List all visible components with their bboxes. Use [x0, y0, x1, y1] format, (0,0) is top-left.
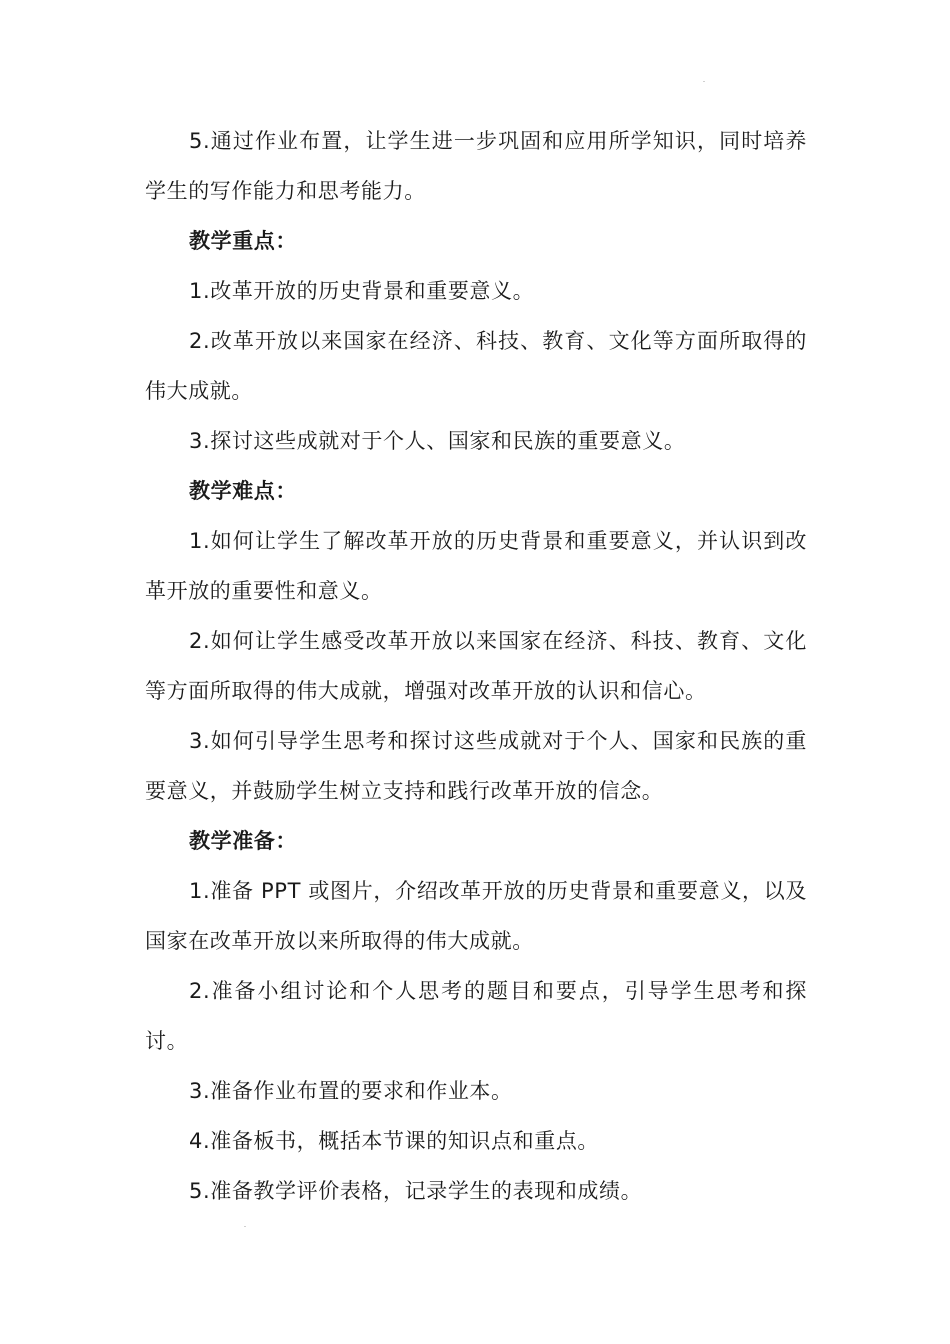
scan-mark [703, 81, 705, 82]
heading-key-points: 教学重点： [189, 229, 297, 253]
heading-preparation: 教学准备： [189, 829, 297, 853]
preparation-item: 3.准备作业布置的要求和作业本。 [189, 1079, 513, 1103]
difficulty-item: 3.如何引导学生思考和探讨这些成就对于个人、国家和民族的重要意义，并鼓励学生树立支持和践行改革开放的信念。 [145, 729, 807, 803]
preparation-item: 1.准备 PPT 或图片，介绍改革开放的历史背景和重要意义，以及国家在改革开放以来所取得的伟大成就。 [145, 879, 807, 953]
scan-mark [244, 1226, 246, 1227]
difficulty-item: 1.如何让学生了解改革开放的历史背景和重要意义，并认识到改革开放的重要性和意义。 [145, 529, 807, 603]
paragraph-homework-goal: 5.通过作业布置，让学生进一步巩固和应用所学知识，同时培养学生的写作能力和思考能力。 [145, 129, 807, 203]
preparation-item: 2.准备小组讨论和个人思考的题目和要点，引导学生思考和探讨。 [145, 979, 807, 1053]
preparation-item: 4.准备板书，概括本节课的知识点和重点。 [189, 1129, 600, 1153]
heading-difficulties: 教学难点： [189, 479, 297, 503]
key-point-item: 3.探讨这些成就对于个人、国家和民族的重要意义。 [189, 429, 686, 453]
difficulty-item: 2.如何让学生感受改革开放以来国家在经济、科技、教育、文化等方面所取得的伟大成就，增强对改革开放的认识和信心。 [145, 629, 807, 703]
key-point-item: 2.改革开放以来国家在经济、科技、教育、文化等方面所取得的伟大成就。 [145, 329, 807, 403]
preparation-item: 5.准备教学评价表格，记录学生的表现和成绩。 [189, 1179, 643, 1203]
key-point-item: 1.改革开放的历史背景和重要意义。 [189, 279, 535, 303]
document-body [145, 116, 807, 1216]
